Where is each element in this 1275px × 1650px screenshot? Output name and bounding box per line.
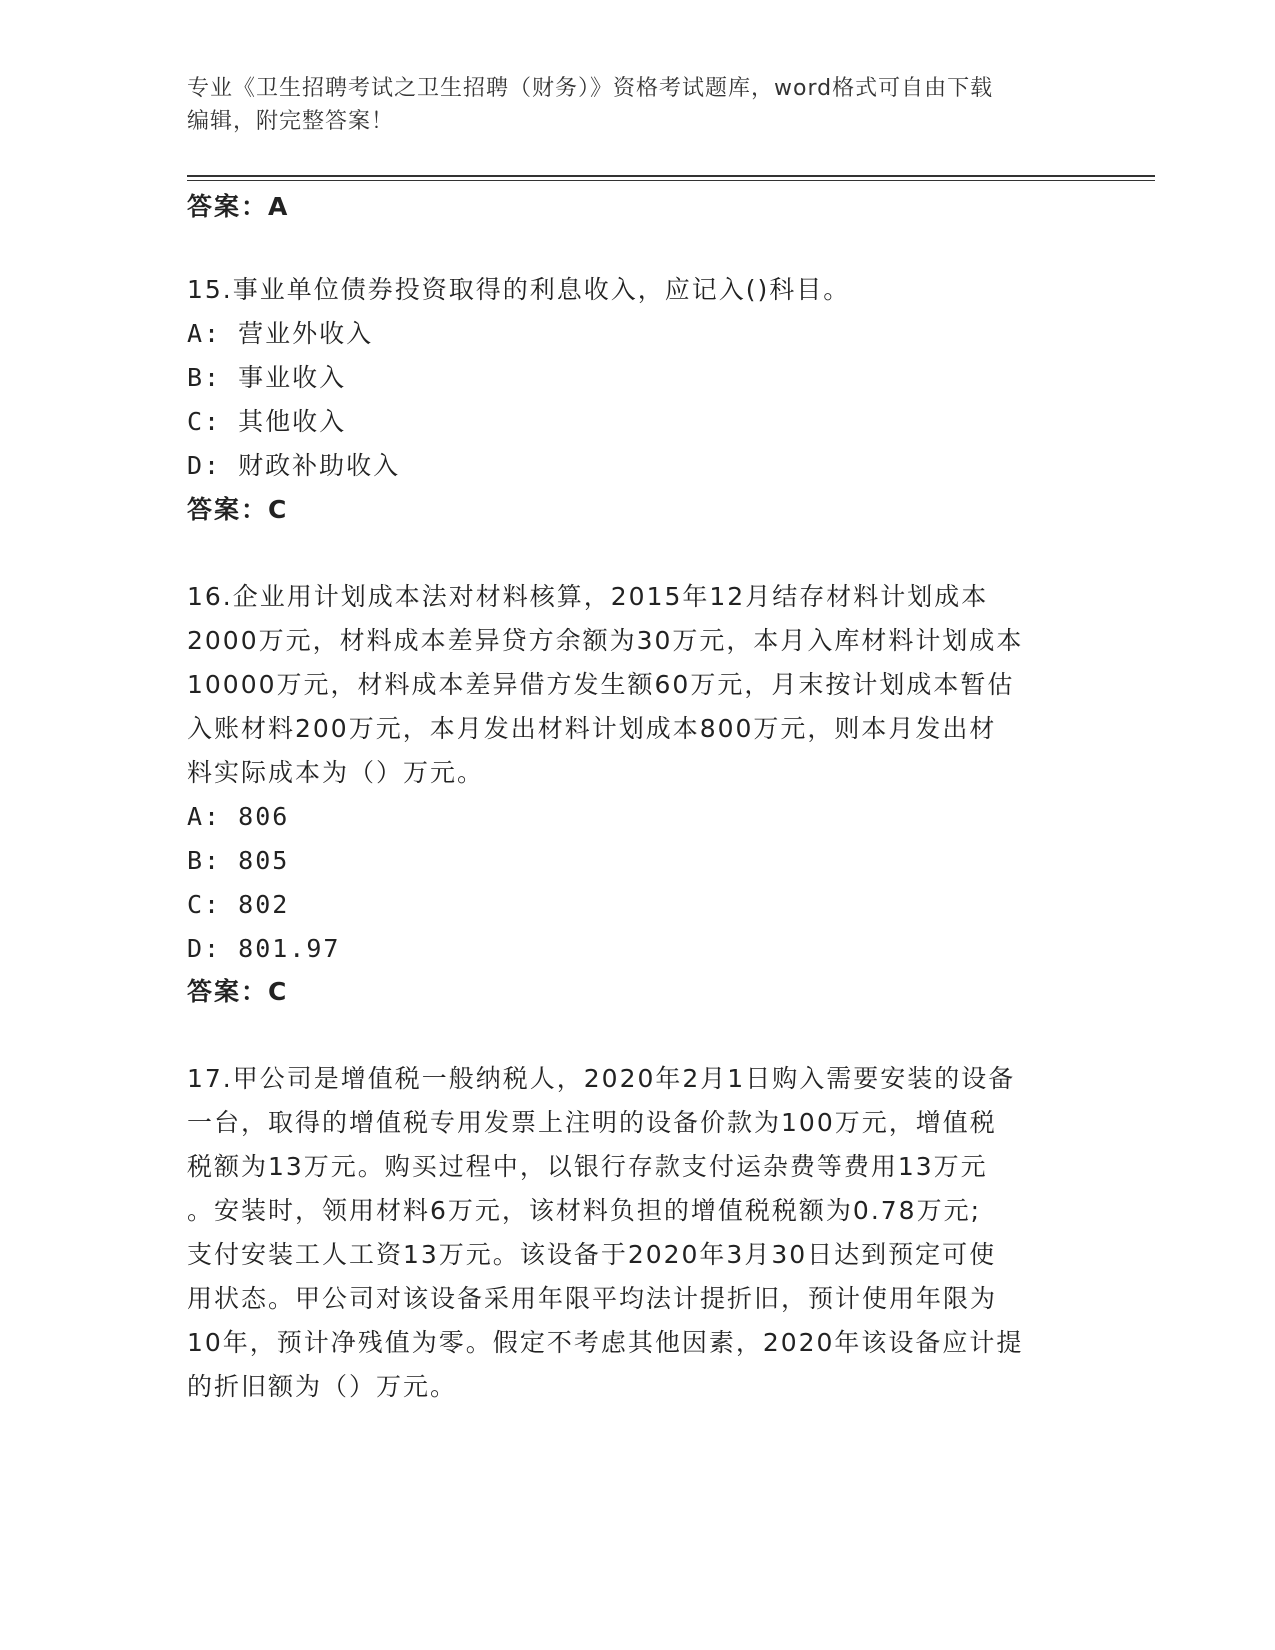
q15-answer: 答案：C	[187, 495, 289, 524]
q17-stem-line-6: 用状态。甲公司对该设备采用年限平均法计提折旧，预计使用年限为	[187, 1284, 998, 1313]
q16-option-b: B: 805	[187, 846, 290, 875]
q17-stem-line-3: 税额为13万元。购买过程中，以银行存款支付运杂费等费用13万元	[187, 1152, 988, 1181]
q16-answer: 答案：C	[187, 977, 289, 1006]
q15-option-c: C: 其他收入	[187, 407, 347, 436]
prev-answer: 答案：A	[187, 192, 290, 221]
q15-option-b: B: 事业收入	[187, 363, 347, 392]
q15-stem: 15.事业单位债券投资取得的利息收入，应记入()科目。	[187, 275, 851, 304]
q16-stem-line-2: 2000万元，材料成本差异贷方余额为30万元，本月入库材料计划成本	[187, 626, 1024, 655]
q17-stem-line-5: 支付安装工人工资13万元。该设备于2020年3月30日达到预定可使	[187, 1240, 997, 1269]
q16-stem-line-5: 料实际成本为（）万元。	[187, 758, 485, 787]
q16-option-c: C: 802	[187, 890, 290, 919]
q16-stem-line-4: 入账材料200万元，本月发出材料计划成本800万元，则本月发出材	[187, 714, 997, 743]
q15-option-a: A: 营业外收入	[187, 319, 374, 348]
header-line-1: 专业《卫生招聘考试之卫生招聘（财务）》资格考试题库，word格式可自由下载	[187, 76, 994, 101]
q17-stem-line-4: 。安装时，领用材料6万元，该材料负担的增值税税额为0.78万元;	[187, 1196, 981, 1225]
q15-option-d: D: 财政补助收入	[187, 451, 401, 480]
q17-stem-line-7: 10年，预计净残值为零。假定不考虑其他因素，2020年该设备应计提	[187, 1328, 1024, 1357]
header-line-2: 编辑，附完整答案！	[187, 109, 395, 134]
q16-stem-line-1: 16.企业用计划成本法对材料核算，2015年12月结存材料计划成本	[187, 582, 989, 611]
header-rule-thick	[187, 175, 1155, 177]
q16-option-a: A: 806	[187, 802, 290, 831]
document-header	[187, 72, 1077, 138]
q17-stem-line-1: 17.甲公司是增值税一般纳税人，2020年2月1日购入需要安装的设备	[187, 1064, 1016, 1093]
q17-stem-line-8: 的折旧额为（）万元。	[187, 1372, 458, 1401]
header-rule-thin	[187, 180, 1155, 181]
q16-stem-line-3: 10000万元，材料成本差异借方发生额60万元，月末按计划成本暂估	[187, 670, 1015, 699]
q16-option-d: D: 801.97	[187, 934, 341, 963]
q17-stem-line-2: 一台，取得的增值税专用发票上注明的设备价款为100万元，增值税	[187, 1108, 997, 1137]
